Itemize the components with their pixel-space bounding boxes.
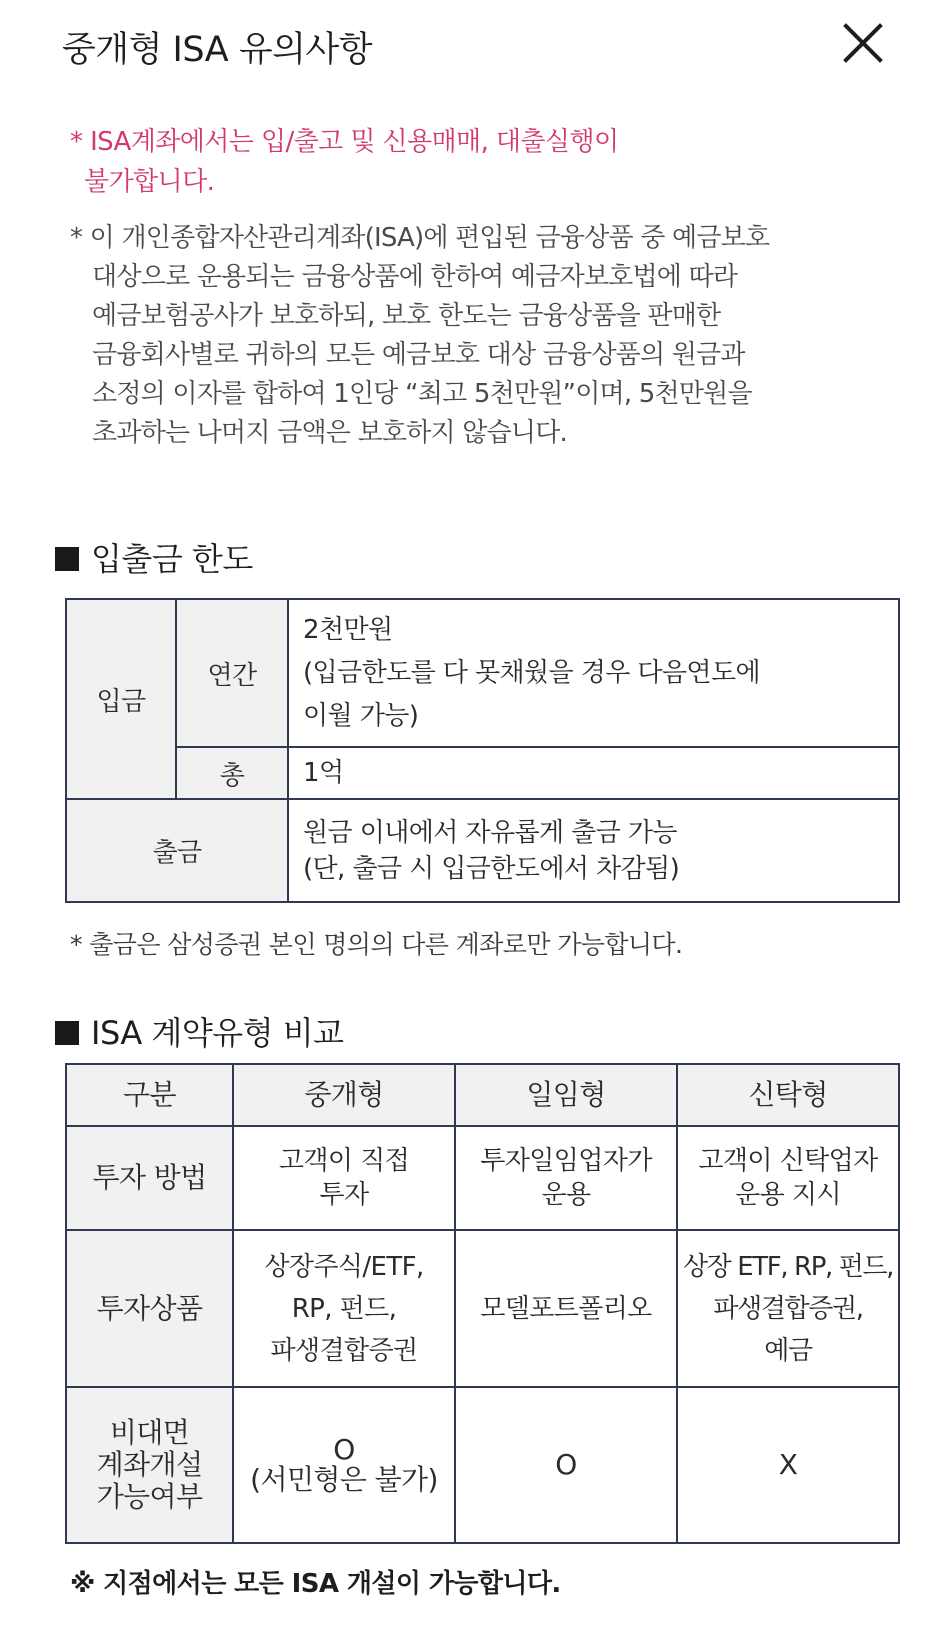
cell-discretionary-method xyxy=(455,1126,677,1230)
cell-brokerage-method xyxy=(233,1126,455,1230)
header-discretionary: 일임형 xyxy=(455,1064,677,1126)
notice-protection-line: * 이 개인종합자산관리계좌(ISA)에 편입된 금융상품 중 예금보호 xyxy=(70,223,770,253)
cell-line: 모델포트폴리오 xyxy=(480,1293,652,1324)
withdraw-value xyxy=(288,799,899,902)
notice-deposit-protection xyxy=(70,219,900,453)
square-bullet-icon xyxy=(55,547,79,571)
annual-value-line: 2천만원 xyxy=(303,614,393,645)
limit-table xyxy=(65,598,900,903)
section-title-text: ISA 계약유형 비교 xyxy=(91,1014,344,1052)
row-label-online-opening xyxy=(66,1387,233,1543)
notice-protection-line: 초과하는 나머지 금액은 보호하지 않습니다. xyxy=(92,418,568,448)
total-value: 1억 xyxy=(288,747,899,799)
close-icon xyxy=(838,18,890,70)
cell-brokerage-online xyxy=(233,1387,455,1543)
square-bullet-icon xyxy=(55,1021,79,1045)
deposit-label: 입금 xyxy=(66,599,176,799)
header-brokerage: 중개형 xyxy=(233,1064,455,1126)
header-trust: 신탁형 xyxy=(677,1064,899,1126)
comparison-table xyxy=(65,1063,900,1544)
cell-line: 가능여부 xyxy=(96,1480,203,1513)
notice-protection-line: 대상으로 운용되는 금융상품에 한하여 예금자보호법에 따라 xyxy=(92,262,738,292)
cell-discretionary-products xyxy=(455,1230,677,1387)
row-label-products: 투자상품 xyxy=(66,1230,233,1387)
withdraw-value-line: (단, 출금 시 입금한도에서 차감됨) xyxy=(303,853,680,884)
withdraw-label: 출금 xyxy=(66,799,288,902)
annual-value xyxy=(288,599,899,747)
section-title-limits xyxy=(55,534,253,580)
modal-header xyxy=(0,0,936,96)
cell-trust-online xyxy=(677,1387,899,1543)
notice-restriction xyxy=(70,122,870,202)
close-button[interactable] xyxy=(838,18,890,70)
table-row xyxy=(66,799,899,902)
notice-protection-line: 금융회사별로 귀하의 모든 예금보호 대상 금융상품의 원금과 xyxy=(92,340,745,370)
annual-value-line: (입금한도를 다 못채웠을 경우 다음연도에 xyxy=(303,657,760,688)
cell-line: RP, 펀드, xyxy=(291,1293,397,1324)
section-title-comparison xyxy=(55,1008,344,1054)
withdraw-value-line: 원금 이내에서 자유롭게 출금 가능 xyxy=(303,817,677,848)
table-row xyxy=(66,1387,899,1543)
cell-line: 예금 xyxy=(764,1335,812,1366)
table-row xyxy=(66,747,899,799)
header-category: 구분 xyxy=(66,1064,233,1126)
cell-line: O xyxy=(555,1448,577,1481)
cell-line: O xyxy=(333,1433,355,1466)
table-header-row xyxy=(66,1064,899,1126)
table-row xyxy=(66,599,899,747)
cell-line: X xyxy=(778,1448,798,1481)
cell-line: 고객이 신탁업자 xyxy=(698,1146,878,1176)
cell-line: 운용 xyxy=(541,1180,591,1210)
section-title-text: 입출금 한도 xyxy=(91,540,253,578)
notice-restriction-line: * ISA계좌에서는 입/출고 및 신용매매, 대출실행이 xyxy=(70,127,619,157)
notice-restriction-line: 불가합니다. xyxy=(84,167,215,197)
cell-line: 운용 지시 xyxy=(735,1180,841,1210)
branch-note: ※ 지점에서는 모든 ISA 개설이 가능합니다. xyxy=(70,1569,561,1599)
cell-line: 파생결합증권, xyxy=(713,1293,863,1324)
cell-line: 상장주식/ETF, xyxy=(264,1251,424,1282)
table-row xyxy=(66,1126,899,1230)
row-label-method: 투자 방법 xyxy=(66,1126,233,1230)
page-title: 중개형 ISA 유의사항 xyxy=(62,30,373,70)
annual-value-line: 이월 가능) xyxy=(303,700,419,731)
cell-brokerage-products xyxy=(233,1230,455,1387)
table-row xyxy=(66,1230,899,1387)
notice-protection-line: 소정의 이자를 합하여 1인당 “최고 5천만원”이며, 5천만원을 xyxy=(92,379,752,409)
withdraw-note: * 출금은 삼성증권 본인 명의의 다른 계좌로만 가능합니다. xyxy=(70,930,683,959)
cell-discretionary-online xyxy=(455,1387,677,1543)
cell-line: 투자 xyxy=(319,1180,369,1210)
notice-protection-line: 예금보험공사가 보호하되, 보호 한도는 금융상품을 판매한 xyxy=(92,301,721,331)
cell-line: 계좌개설 xyxy=(96,1448,203,1481)
cell-line: 상장 ETF, RP, 펀드, xyxy=(682,1251,894,1282)
cell-line: 비대면 xyxy=(109,1416,190,1449)
cell-line: 파생결합증권 xyxy=(270,1335,418,1366)
cell-line: 투자일임업자가 xyxy=(480,1146,652,1176)
annual-label: 연간 xyxy=(176,599,288,747)
cell-trust-products xyxy=(677,1230,899,1387)
cell-trust-method xyxy=(677,1126,899,1230)
cell-line: (서민형은 불가) xyxy=(250,1463,438,1496)
cell-line: 고객이 직접 xyxy=(278,1146,410,1176)
total-label: 총 xyxy=(176,747,288,799)
